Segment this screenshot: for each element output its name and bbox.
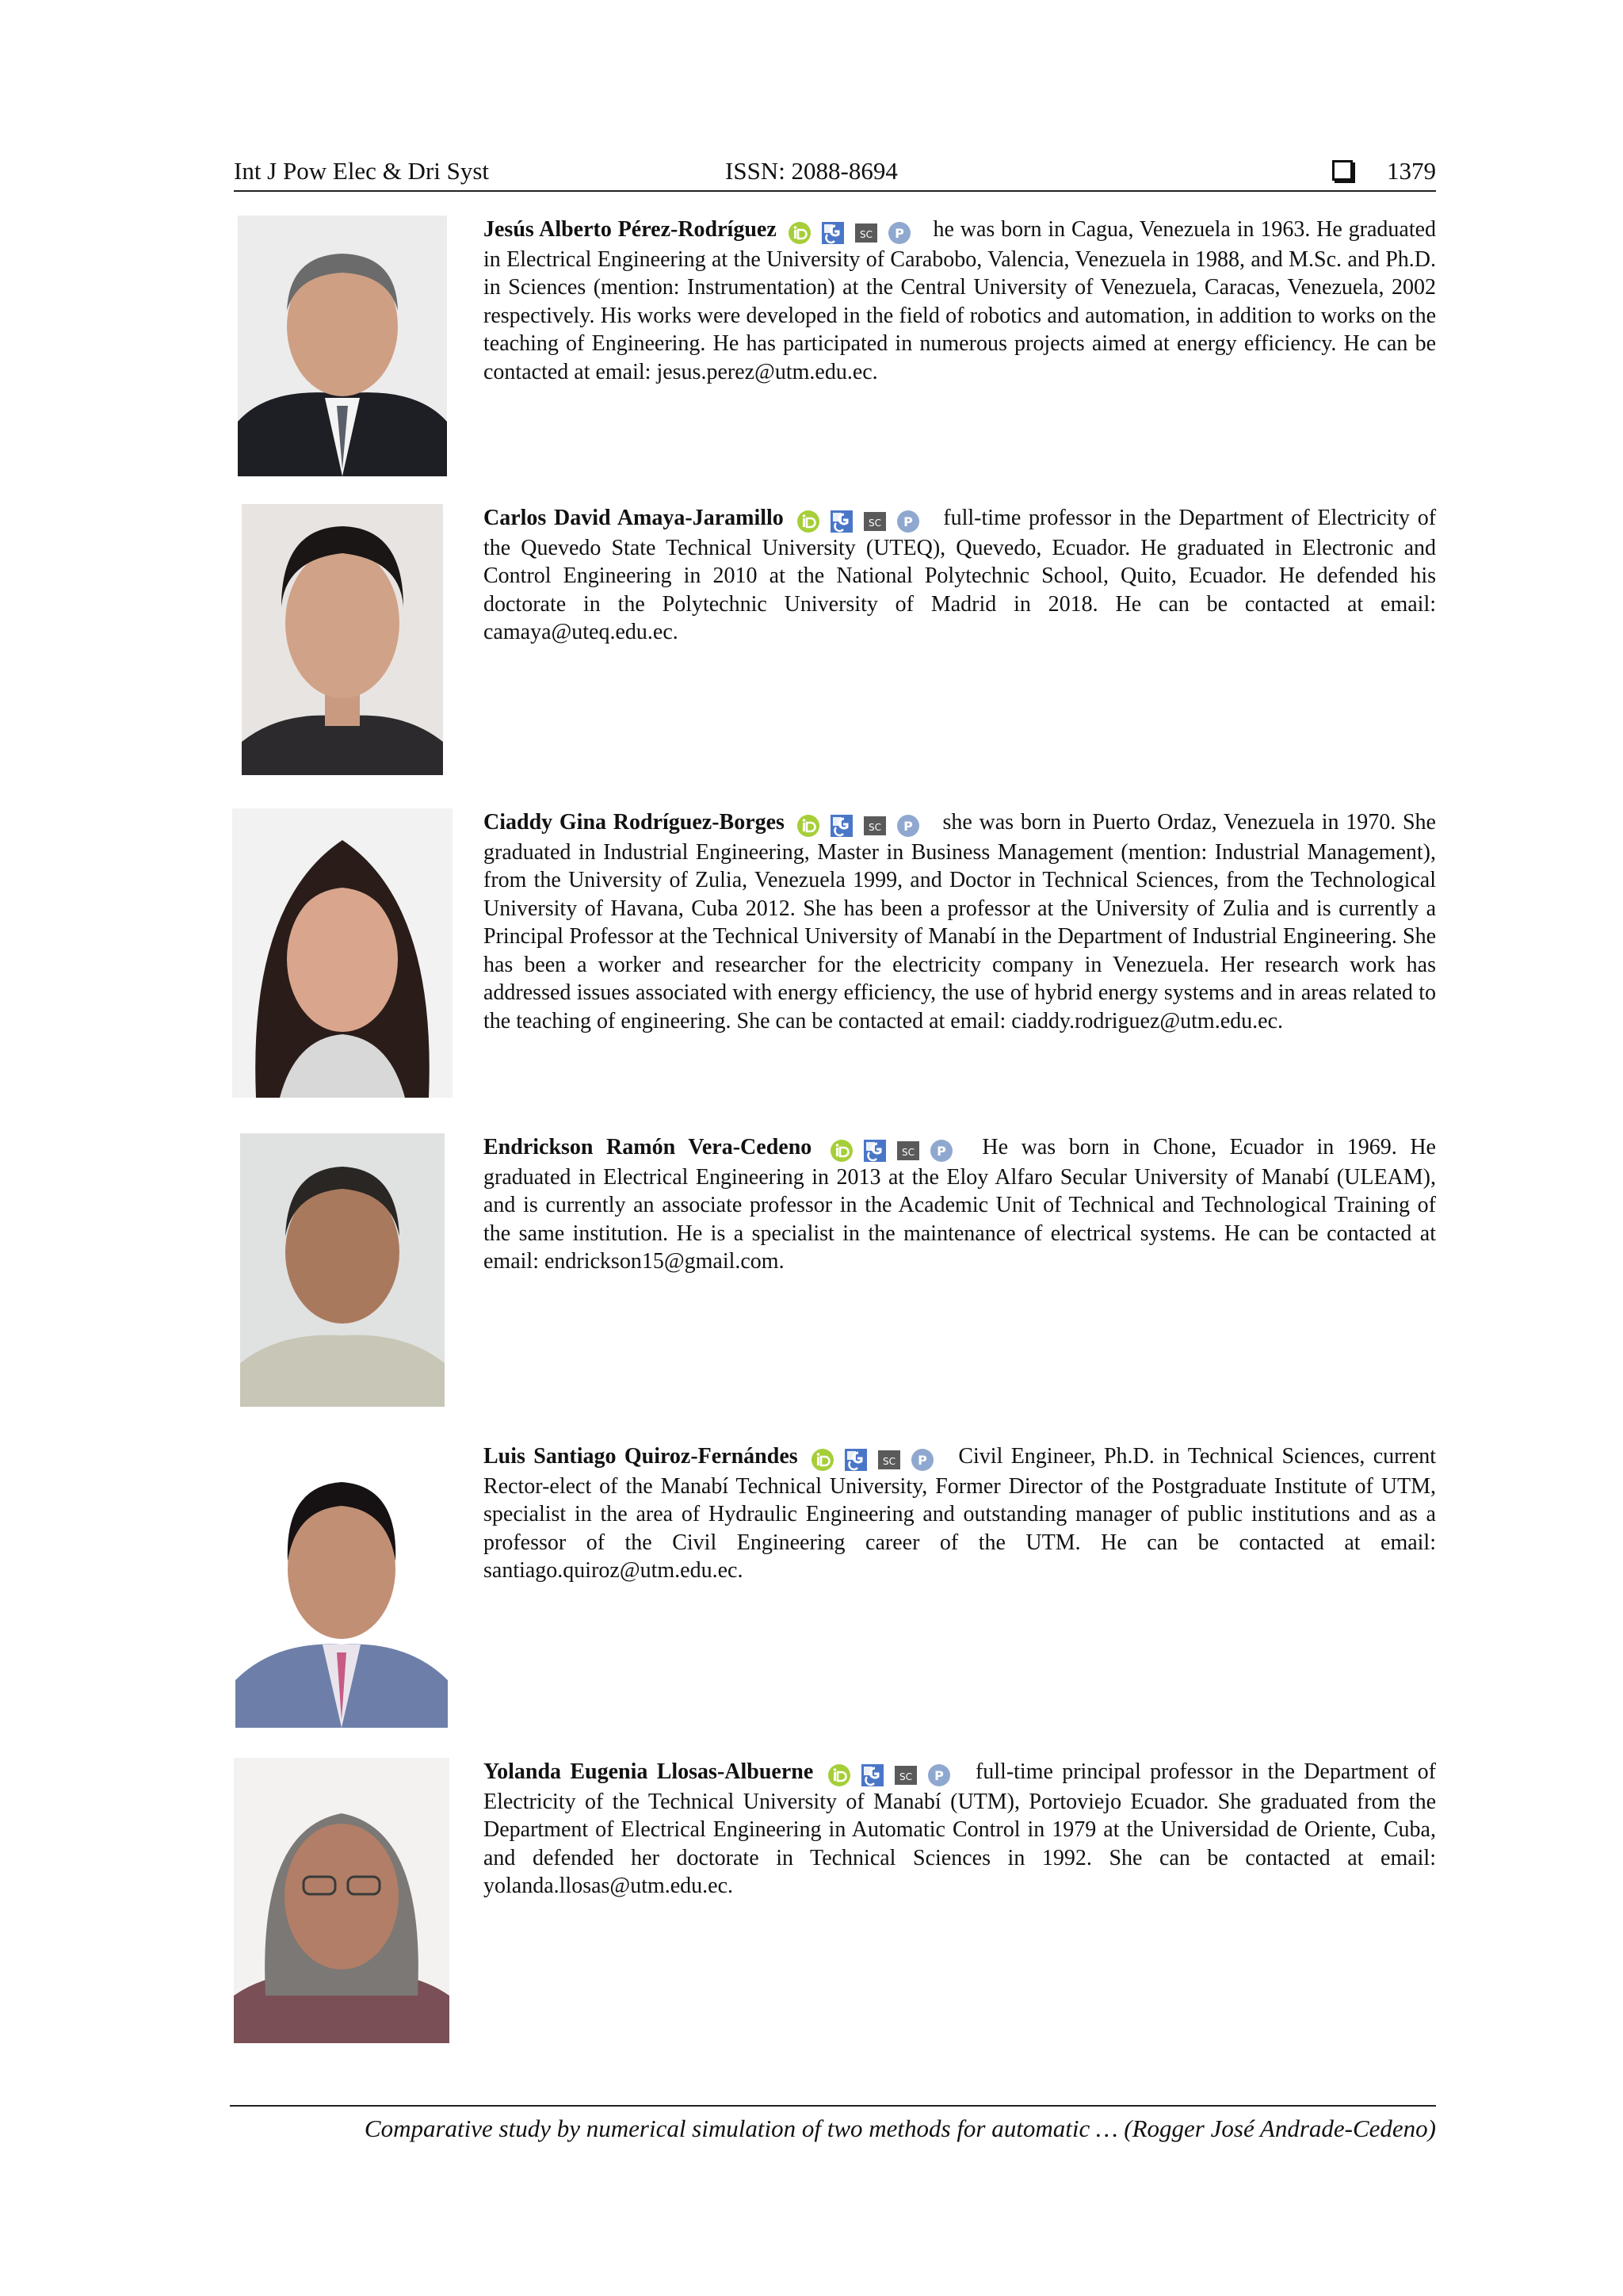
page-number: 1379 bbox=[1387, 157, 1436, 185]
profile-links bbox=[827, 1759, 960, 1788]
bio-description: he was born in Cagua, Venezuela in 1963. He graduated in Electrical Engineering at the University of Carabobo, Valencia, Venezuela in 1988, and M.Sc. and Ph.D. in Sciences (mention: Instrumentation) at the Central University of Venezuela, Caracas, Venezuela, 2002 respectively. His works were developed in the field of robotics and automation, in addition to works on the teaching of Engineering. He has participated in numerous projects aimed at energy efficiency. He can be contacted at email: jesus.perez@utm.edu.ec. bbox=[483, 217, 1437, 384]
author-photo bbox=[234, 1758, 449, 2043]
orcid-icon[interactable] bbox=[796, 510, 820, 533]
svg-text:P: P bbox=[918, 1452, 927, 1468]
profile-links bbox=[796, 810, 930, 839]
profile-links bbox=[830, 1135, 963, 1163]
svg-text:P: P bbox=[894, 225, 904, 241]
scopus-icon[interactable] bbox=[877, 1448, 901, 1472]
page-footer bbox=[230, 2105, 1436, 2143]
bio-text bbox=[483, 1758, 1436, 1901]
bio-description: full-time principal professor in the Department of Electricity of the Technical University of Manabí (UTM), Portoviejo Ecuador. She graduated from the Department of Electrical Engineering in Automatic Control in 1979 at the Universidad de Oriente, Cuba, and defended her doctorate in Technical Sciences in 1992. She can be contacted at email: yolanda.llosas@utm.edu.ec. bbox=[483, 1759, 1437, 1898]
publons-icon[interactable] bbox=[927, 1763, 951, 1787]
google-scholar-icon[interactable] bbox=[821, 221, 845, 245]
google-scholar-icon[interactable] bbox=[863, 1139, 887, 1163]
orcid-icon[interactable] bbox=[796, 814, 820, 838]
profile-links bbox=[811, 1444, 944, 1473]
svg-text:SC: SC bbox=[859, 228, 873, 240]
bio-text bbox=[483, 1133, 1436, 1276]
author-photo bbox=[235, 1442, 448, 1728]
google-scholar-icon[interactable] bbox=[830, 510, 854, 533]
orcid-icon[interactable] bbox=[830, 1139, 854, 1163]
scopus-icon[interactable] bbox=[894, 1763, 918, 1787]
bio-description: she was born in Puerto Ordaz, Venezuela in 1970. She graduated in Industrial Engineering, Master in Business Management (mention: Industrial Management), from the University of Zulia, Venezuela 1999, and Doctor in Technical Sciences, from the Technological University of Havana, Cuba 2012. She has been a professor at the University of Zulia and is currently a Principal Professor at the Technical University of Manabí in the Department of Industrial Engineering. She has been a worker and researcher for the electricity company in Venezuela. Her research work has addressed issues associated with energy efficiency, the use of hybrid energy systems and in areas related to the teaching of engineering. She can be contacted at email: ciaddy.rodriguez@utm.edu.ec. bbox=[483, 810, 1436, 1033]
svg-text:SC: SC bbox=[868, 821, 881, 833]
author-name: Ciaddy Gina Rodríguez-Borges bbox=[483, 810, 785, 835]
bio-text bbox=[483, 216, 1436, 386]
author-name: Luis Santiago Quiroz-Fernándes bbox=[483, 1444, 798, 1469]
scopus-icon[interactable] bbox=[896, 1139, 920, 1163]
orcid-icon[interactable] bbox=[827, 1763, 851, 1787]
page-header bbox=[234, 154, 1436, 192]
bio-description: Civil Engineer, Ph.D. in Technical Sciences, current Rector-elect of the Manabí Technical University, Former Director of the Postgraduate Institute of UTM, specialist in the area of Hydraulic Engineering and outstanding manager of public institutions and as a professor of the Civil Engineering career of the UTM. He can be contacted at email: santiago.quiroz@utm.edu.ec. bbox=[483, 1444, 1437, 1583]
author-name: Yolanda Eugenia Llosas-Albuerne bbox=[483, 1759, 814, 1784]
bio-text bbox=[483, 808, 1436, 1035]
checkbox-square-icon bbox=[1332, 160, 1353, 181]
svg-text:P: P bbox=[936, 1143, 946, 1159]
google-scholar-icon[interactable] bbox=[861, 1763, 884, 1787]
publons-icon[interactable] bbox=[911, 1448, 934, 1472]
bio-description: full-time professor in the Department of Electricity of the Quevedo State Technical University (UTEQ), Quevedo, Ecuador. He graduated in Electronic and Control Engineering in 2010 at the National Polytechnic School, Quito, Ecuador. He defended his doctorate in the Polytechnic University of Madrid in 2018. He can be contacted at email: camaya@uteq.edu.ec. bbox=[483, 506, 1437, 644]
orcid-icon[interactable] bbox=[811, 1448, 834, 1472]
author-photo bbox=[242, 504, 443, 775]
scopus-icon[interactable] bbox=[854, 221, 878, 245]
bio-text bbox=[483, 504, 1436, 647]
svg-text:SC: SC bbox=[868, 517, 881, 529]
journal-name: Int J Pow Elec & Dri Syst bbox=[234, 157, 490, 185]
svg-text:SC: SC bbox=[901, 1146, 915, 1158]
svg-text:SC: SC bbox=[899, 1771, 912, 1782]
svg-text:P: P bbox=[903, 818, 913, 834]
publons-icon[interactable] bbox=[896, 510, 920, 533]
google-scholar-icon[interactable] bbox=[830, 814, 854, 838]
author-photo bbox=[240, 1133, 445, 1407]
scopus-icon[interactable] bbox=[863, 510, 887, 533]
scopus-icon[interactable] bbox=[863, 814, 887, 838]
svg-text:SC: SC bbox=[883, 1455, 896, 1467]
author-name: Endrickson Ramón Vera-Cedeno bbox=[483, 1135, 812, 1159]
issn: ISSN: 2088-8694 bbox=[725, 157, 898, 185]
orcid-icon[interactable] bbox=[788, 221, 812, 245]
footer-citation: Comparative study by numerical simulation of two methods for automatic … (Rogger José Andrade-Cedeno) bbox=[364, 2115, 1436, 2142]
author-name: Jesús Alberto Pérez-Rodríguez bbox=[483, 217, 777, 242]
profile-links bbox=[788, 217, 921, 246]
publons-icon[interactable] bbox=[888, 221, 911, 245]
svg-text:P: P bbox=[934, 1767, 944, 1783]
publons-icon[interactable] bbox=[930, 1139, 953, 1163]
bio-text bbox=[483, 1442, 1436, 1585]
google-scholar-icon[interactable] bbox=[844, 1448, 868, 1472]
bio-description: He was born in Chone, Ecuador in 1969. He graduated in Electrical Engineering in 2013 at the Eloy Alfaro Secular University of Manabí (ULEAM), and is currently an associate professor in the Academic Unit of Technical and Technological Training of the same institution. He is a specialist in the maintenance of electrical systems. He can be contacted at email: endrickson15@gmail.com. bbox=[483, 1135, 1436, 1274]
author-photo bbox=[232, 808, 453, 1098]
author-name: Carlos David Amaya-Jaramillo bbox=[483, 506, 784, 530]
author-photo bbox=[238, 216, 447, 476]
profile-links bbox=[796, 506, 930, 534]
svg-text:P: P bbox=[903, 514, 913, 529]
publons-icon[interactable] bbox=[896, 814, 920, 838]
